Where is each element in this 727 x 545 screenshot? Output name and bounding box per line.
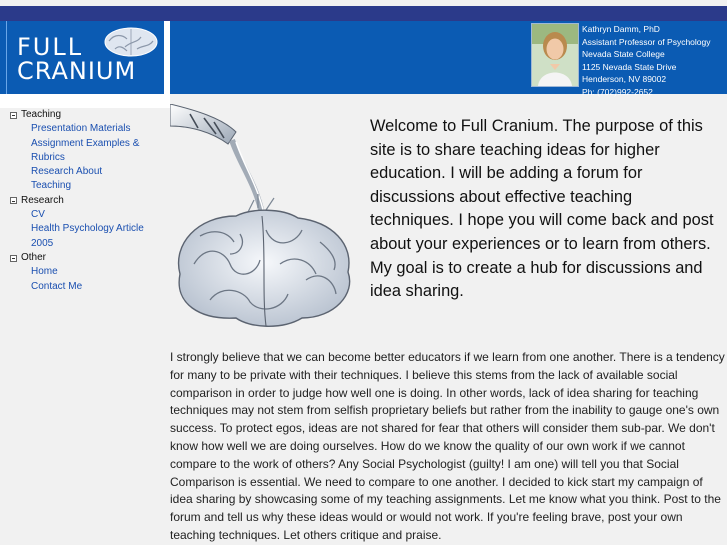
nav-link-home[interactable] bbox=[10, 265, 170, 279]
nav-link-label: Home bbox=[31, 266, 58, 278]
nav-link-label: Teaching bbox=[31, 180, 72, 192]
nav-link-contact-me[interactable] bbox=[10, 280, 170, 294]
banner-center bbox=[170, 21, 530, 94]
nav-link-label: 2005 bbox=[31, 237, 54, 249]
contact-city: Henderson, NV 89002 bbox=[582, 74, 667, 85]
nav-section-other[interactable] bbox=[10, 251, 170, 265]
nav-link-label: Contact Me bbox=[31, 280, 83, 292]
nav-section-label: Teaching bbox=[21, 109, 62, 120]
nav-link-assignment-examples[interactable] bbox=[10, 137, 170, 166]
nav-section-label: Research bbox=[21, 194, 64, 206]
nav-link-label: Assignment Examples & bbox=[31, 137, 140, 149]
contact-title: Assistant Professor of Psychology bbox=[582, 36, 711, 47]
body-paragraph: I strongly believe that we can become better educators if we learn from one another. There is a tendency for many to be private with their techniques. I believe this stems from the lack of available social comparison in order to judge how well one is doing. In other words, lack of idea sharing for teaching techniques may not stem from selfish proprietary beliefs but rather from the inability to gauge one's own success. To protect egos, ideas are not shared for fear that others will consider them sub-par. We don't know how well we are doing ourselves. How do we know the quality of our own work if we cannot compare to the work of others? Any Social Psychologist (guilty! I am one) will tell you that Social Comparison is essential. We need to compare to one another. I decided to kick start my campaign of idea sharing by showcasing some of my teaching assignments. Let me know what you think. Post to the forum and tell us why these ideas would or would not work. If you're feeling brave, post your own teaching techniques. Let others critique and praise. bbox=[170, 350, 725, 542]
intro-paragraph: Welcome to Full Cranium. The purpose of this site is to share teaching ideas for higher education. I will be adding a forum for discussions about effective teaching techniques. I hope you will come back and post about your experiences or to learn from others. My goal is to create a hub for discussions and idea sharing. bbox=[370, 117, 714, 301]
brain-logo-icon bbox=[103, 25, 159, 57]
person-photo-icon bbox=[532, 24, 578, 86]
nav-section-research[interactable] bbox=[10, 194, 170, 208]
nav-section-teaching[interactable] bbox=[10, 108, 170, 122]
nav-link-label: Research About bbox=[31, 166, 103, 178]
profile-photo bbox=[531, 23, 579, 87]
logo-text-cranium: CRANIUM bbox=[17, 57, 137, 85]
nav-link-label: CV bbox=[31, 209, 45, 221]
nav-link-presentation-materials[interactable] bbox=[10, 122, 170, 136]
collapse-icon[interactable] bbox=[10, 255, 17, 262]
header-banner bbox=[0, 21, 727, 97]
nav-link-label: Rubrics bbox=[31, 151, 65, 163]
nav-link-cv[interactable] bbox=[10, 208, 170, 222]
collapse-icon[interactable] bbox=[10, 197, 17, 204]
site-logo[interactable] bbox=[6, 21, 165, 94]
contact-institution: Nevada State College bbox=[582, 49, 665, 60]
sidebar-nav bbox=[10, 108, 170, 294]
contact-info bbox=[582, 23, 727, 99]
nav-link-label: Presentation Materials bbox=[31, 123, 131, 135]
nav-link-label: Health Psychology Article bbox=[31, 223, 144, 235]
collapse-icon[interactable] bbox=[10, 112, 17, 119]
nav-link-research-about-teaching[interactable] bbox=[10, 165, 170, 194]
nav-link-health-psychology-article[interactable] bbox=[10, 222, 170, 251]
top-bar bbox=[0, 6, 727, 21]
left-column-spacer bbox=[0, 94, 170, 108]
contact-street: 1125 Nevada State Drive bbox=[582, 61, 677, 72]
logo-text-full: FULL bbox=[17, 33, 84, 61]
contact-phone: Ph: (702)992-2652 bbox=[582, 86, 653, 97]
contact-name: Kathryn Damm, PhD bbox=[582, 24, 660, 34]
brain-pouring-illustration-icon bbox=[170, 104, 355, 329]
nav-section-label: Other bbox=[21, 251, 47, 263]
